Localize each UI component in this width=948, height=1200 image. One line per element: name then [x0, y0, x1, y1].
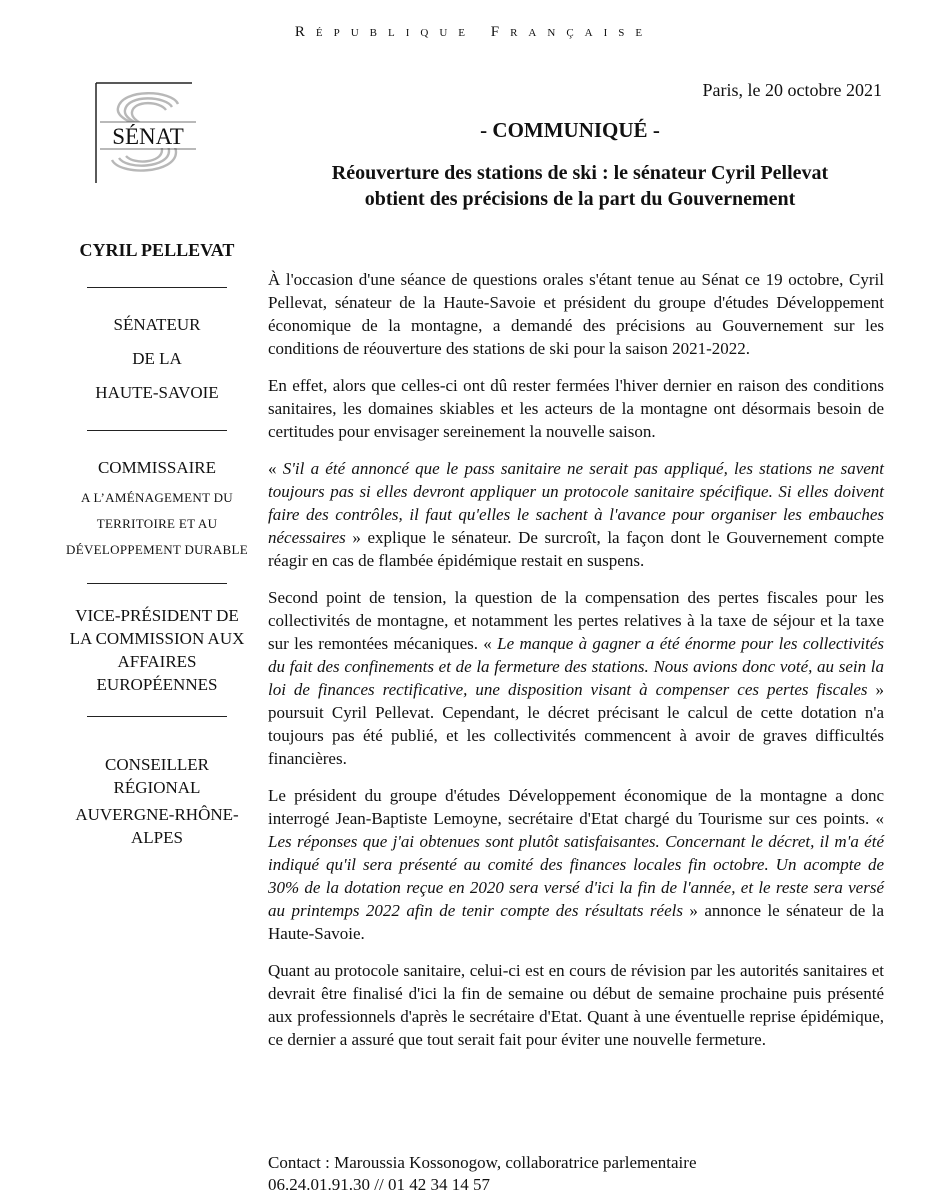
sidebar-line: DE LA: [132, 349, 182, 368]
paragraph-text: Le président du groupe d'études Développement économique de la montagne a donc interrogé Jean-Baptiste Lemoyne, secrétaire d'Etat chargé du Tourisme sur ces points. «: [268, 786, 884, 828]
paragraph-text: » annonce le sénateur de la Haute-Savoie.: [268, 901, 884, 943]
contact: [268, 1152, 888, 1196]
date: Paris, le 20 octobre 2021: [702, 80, 882, 100]
conseiller-block: [62, 717, 252, 869]
title-line-2: obtient des précisions de la part du Gouvernement: [364, 188, 796, 210]
contact-phone: 06.24.01.91.30 // 01 42 34 14 57: [268, 1175, 490, 1194]
title-line-1: Réouverture des stations de ski : le sénateur Cyril Pellevat: [331, 162, 829, 184]
sidebar-line: LA COMMISSION AUX: [69, 629, 245, 648]
quote: Les réponses que j'ai obtenues sont plutôt satisfaisantes. Concernant le décret, il m'a été indiqué qu'il sera présenté au comité des finances locales fin octobre. Un acompte de 30% de la dotation reçue en 2020 sera versé d'ici la fin de l'année, et le reste sera versé au printemps 2022 afin de tenir compte des résultats réels: [268, 832, 884, 920]
sidebar-line: SÉNATEUR: [113, 315, 201, 334]
senator-name: CYRIL PELLEVAT: [79, 240, 235, 260]
sidebar-line: ALPES: [131, 828, 183, 847]
quote: S'il a été annoncé que le pass sanitaire ne serait pas appliqué, les stations ne savent toujours pas si elles devront appliquer un protocole sanitaire spécifique. Si elles doivent faire des contrôles, il faut qu'elles le sachent à l'avance pour organiser les embauches nécessaires: [268, 459, 885, 547]
paragraph-text: Second point de tension, la question de la compensation des pertes fiscales pour les collectivités de montagne, et notamment les pertes relatives à la taxe de séjour et la taxe sur les remontées mécaniques. «: [268, 588, 884, 653]
sidebar-line: AUVERGNE-RHÔNE-: [75, 805, 239, 824]
sidebar-line: VICE-PRÉSIDENT DE: [75, 606, 239, 625]
paragraph: Quant au protocole sanitaire, celui-ci est en cours de révision par les autorités sanitaires et devrait être finalisé d'ici la fin de semaine ou début de semaine prochaine puis présenté aux professionnels d'après le secrétaire d'Etat. Quant à une éventuelle reprise épidémique, ce dernier a assuré que tout serait fait pour éviter une nouvelle fermeture.: [268, 961, 884, 1049]
paragraph-text: » explique le sénateur. De surcroît, la façon dont le Gouvernement compte réagir en cas de flambée épidémique restait en suspens.: [268, 528, 884, 570]
paragraph: À l'occasion d'une séance de questions orales s'étant tenue au Sénat ce 19 octobre, Cyril Pellevat, sénateur de la Haute-Savoie et président du groupe d'études Développement économique de la montagne, a demandé des précisions au Gouvernement sur les conditions de réouverture des stations de ski pour la saison 2021-2022.: [268, 270, 884, 358]
sidebar-line: AFFAIRES: [117, 652, 197, 671]
senat-logo-icon: [92, 80, 202, 190]
svg-text:SÉNAT: SÉNAT: [112, 124, 184, 149]
sidebar-line-small: DÉVELOPPEMENT DURABLE: [66, 542, 248, 557]
sidebar-line-small: A L’AMÉNAGEMENT DU: [80, 490, 233, 505]
sidebar-line: RÉGIONAL: [113, 778, 201, 797]
communique-label: - COMMUNIQUÉ -: [480, 118, 660, 142]
paragraph: En effet, alors que celles-ci ont dû rester fermées l'hiver dernier en raison des conditions sanitaires, les domaines skiables et les acteurs de la montagne ont désormais besoin de certitudes pour envisager sereinement la nouvelle saison.: [268, 376, 884, 441]
sidebar: [62, 240, 252, 869]
paragraph-text: » poursuit Cyril Pellevat. Cependant, le décret précisant le calcul de cette dotation n'a toujours pas été publié, et les collectivités commencent à avoir de graves difficultés financières.: [268, 680, 884, 768]
press-release-body: [268, 268, 884, 1065]
quote: Le manque à gagner a été énorme pour les collectivités du fait des confinements et de la fermeture des stations. Nous avions donc voté, au sein la loi de finances rectificative, une disposition visant à compenser ces pertes fiscales: [268, 634, 885, 699]
page-title: [270, 160, 890, 212]
sidebar-line: COMMISSAIRE: [97, 458, 217, 477]
republic-header: République Française: [294, 24, 654, 40]
sidebar-line: HAUTE-SAVOIE: [95, 383, 219, 402]
contact-person: Contact : Maroussia Kossonogow, collaboratrice parlementaire: [268, 1153, 697, 1172]
sidebar-line-small: TERRITOIRE ET AU: [96, 516, 218, 531]
senat-logo: [92, 80, 202, 190]
sidebar-line: CONSEILLER: [105, 755, 209, 774]
paragraph: [268, 457, 884, 572]
paragraph: [268, 586, 884, 770]
vice-president-block: [62, 584, 252, 716]
paragraph: [268, 784, 884, 945]
quote-open: «: [268, 459, 283, 478]
sidebar-line: EUROPÉENNES: [96, 675, 218, 694]
senateur-block: [62, 288, 252, 430]
commissaire-block: [62, 431, 252, 583]
